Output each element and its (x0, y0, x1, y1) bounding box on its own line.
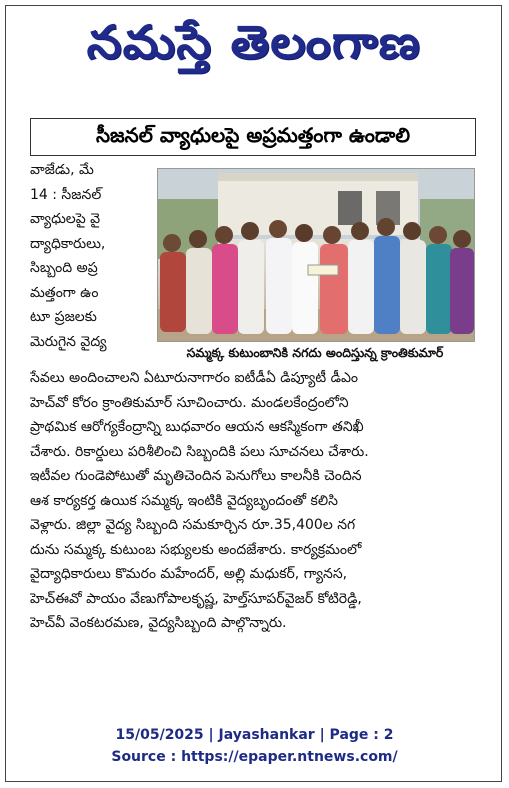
group-photo-illustration (158, 169, 474, 341)
article-continuation (30, 366, 476, 636)
lead-line: ద్యాధికారులు, (30, 235, 106, 252)
lead-column (30, 158, 152, 354)
body-line: ఇటీవల గుండెపోటుతో మృతిచెందిన పెనుగోలు కాలనీకి చెందిన (30, 468, 362, 484)
body-line: వైద్యాధికారులు కొమరం మహేందర్, అల్లి మధుకర్, గ్యానస, (30, 566, 348, 582)
body-line: వెళ్లారు. జిల్లా వైద్య సిబ్బంది సమకూర్చిన రూ.35,400ల నగ (30, 517, 356, 533)
lead-line: సిబ్బంది అప్ర (30, 260, 98, 276)
lead-line: వాజేడు, మే (30, 162, 94, 178)
body-line: చేశారు. రికార్డులు పరిశీలించి సిబ్బందికి పలు సూచనలు చేశారు. (30, 443, 369, 460)
body-line: ప్రాథమిక ఆరోగ్యకేంద్రాన్ని బుధవారం ఆయన ఆకస్మికంగా తనిఖీ (30, 419, 364, 435)
footer-date-edition: 15/05/2025 | Jayashankar | Page : 2 (115, 727, 394, 743)
body-line: హెచ్‌వో కోరం క్రాంతికుమార్ సూచించారు. మండలకేంద్రంలోని (30, 394, 349, 411)
newspaper-masthead (6, 6, 501, 90)
article-headline: సీజనల్ వ్యాధులపై అప్రమత్తంగా ఉండాలి (96, 122, 410, 147)
lead-line: టూ ప్రజలకు (30, 309, 97, 325)
news-photo (157, 168, 475, 342)
lead-line: 14 : సీజనల్ (30, 186, 102, 203)
body-line: దును సమ్మక్క కుటుంబ సభ్యులకు అందజేశారు. కార్యక్రమంలో (30, 541, 362, 558)
lead-line: వ్యాధులపై వై (30, 211, 101, 227)
body-line: హెచ్‌వీ వెంకటరమణ, వైద్యసిబ్బంది పాల్గొన్నారు. (30, 615, 287, 631)
body-line: ఆశ కార్యకర్త ఉయిక సమ్మక్క ఇంటికి వైద్యబృందంతో కలిసి (30, 492, 338, 509)
photo-caption: సమ్మక్క కుటుంబానికి నగదు అందిస్తున్న క్రాంతికుమార్ (186, 344, 444, 360)
footer-source: Source : https://epaper.ntnews.com/ (111, 749, 398, 765)
body-line: సేవలు అందించాలని ఏటూరునాగారం ఐటీడీఏ డిప్యూటీ డీఎం (30, 370, 358, 386)
article-body (30, 158, 476, 698)
headline-box (30, 118, 476, 156)
lead-line: మెరుగైన వైద్య (30, 333, 107, 350)
body-line: హెచ్ఈవో పాయం వేణుగోపాలకృష్ణ, హెల్త్‌సూపర్‌వైజర్ కోటిరెడ్డి, (30, 590, 362, 607)
masthead-title: నమస్తే తెలంగాణ (86, 15, 421, 69)
lead-line: మత్తంగా ఉం (30, 284, 99, 301)
